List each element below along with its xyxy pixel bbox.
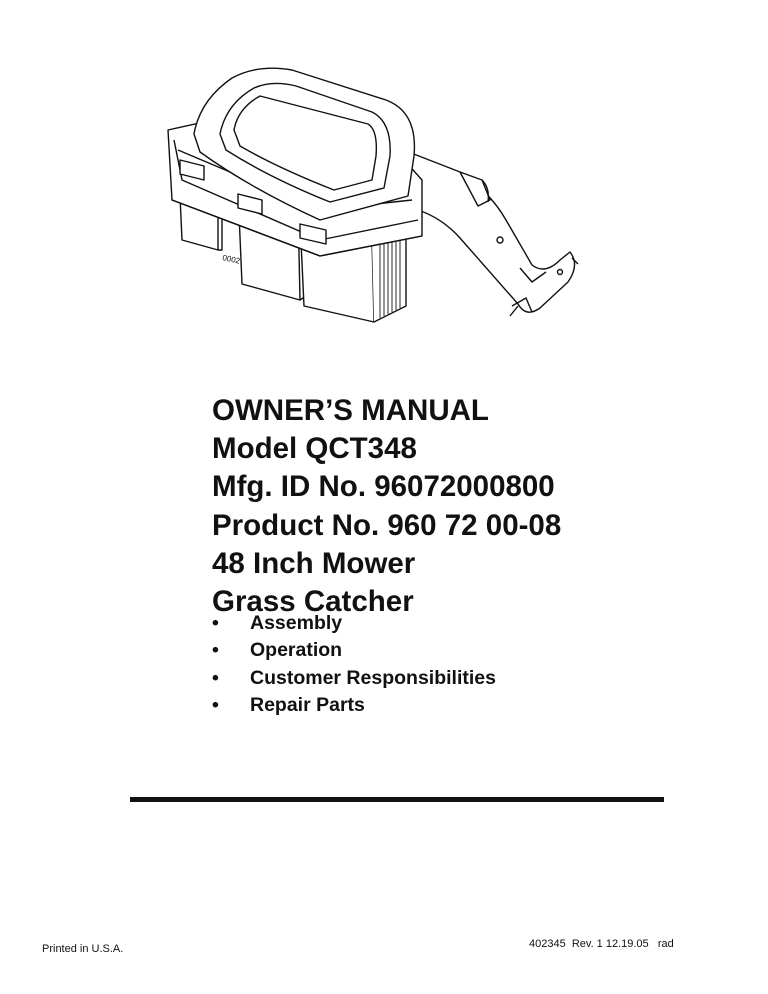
- mower-size: 48 Inch Mower: [212, 546, 416, 580]
- list-item: • Repair Parts: [212, 692, 496, 719]
- revision-note: 402345 Rev. 1 12.19.05 rad: [529, 938, 674, 950]
- contents-list: [212, 610, 496, 719]
- product-name: Grass Catcher: [212, 585, 414, 619]
- list-item: • Operation: [212, 637, 496, 664]
- model-number: Model QCT348: [212, 432, 417, 466]
- part-label: 0002: [221, 253, 241, 266]
- title-block: [212, 392, 561, 621]
- product-number: Product No. 960 72 00-08: [212, 508, 562, 542]
- bullet-icon: •: [212, 639, 219, 662]
- mfg-id: Mfg. ID No. 96072000800: [212, 470, 555, 504]
- grass-catcher-illustration: [160, 60, 590, 330]
- bullet-icon: •: [212, 666, 219, 689]
- bullet-icon: •: [212, 693, 219, 716]
- list-item: • Customer Responsibilities: [212, 665, 496, 692]
- manual-title: OWNER’S MANUAL: [212, 394, 489, 427]
- list-item: • Assembly: [212, 610, 496, 637]
- printed-in-note: Printed in U.S.A.: [42, 943, 124, 955]
- horizontal-rule: [130, 797, 664, 802]
- bullet-icon: •: [212, 612, 219, 634]
